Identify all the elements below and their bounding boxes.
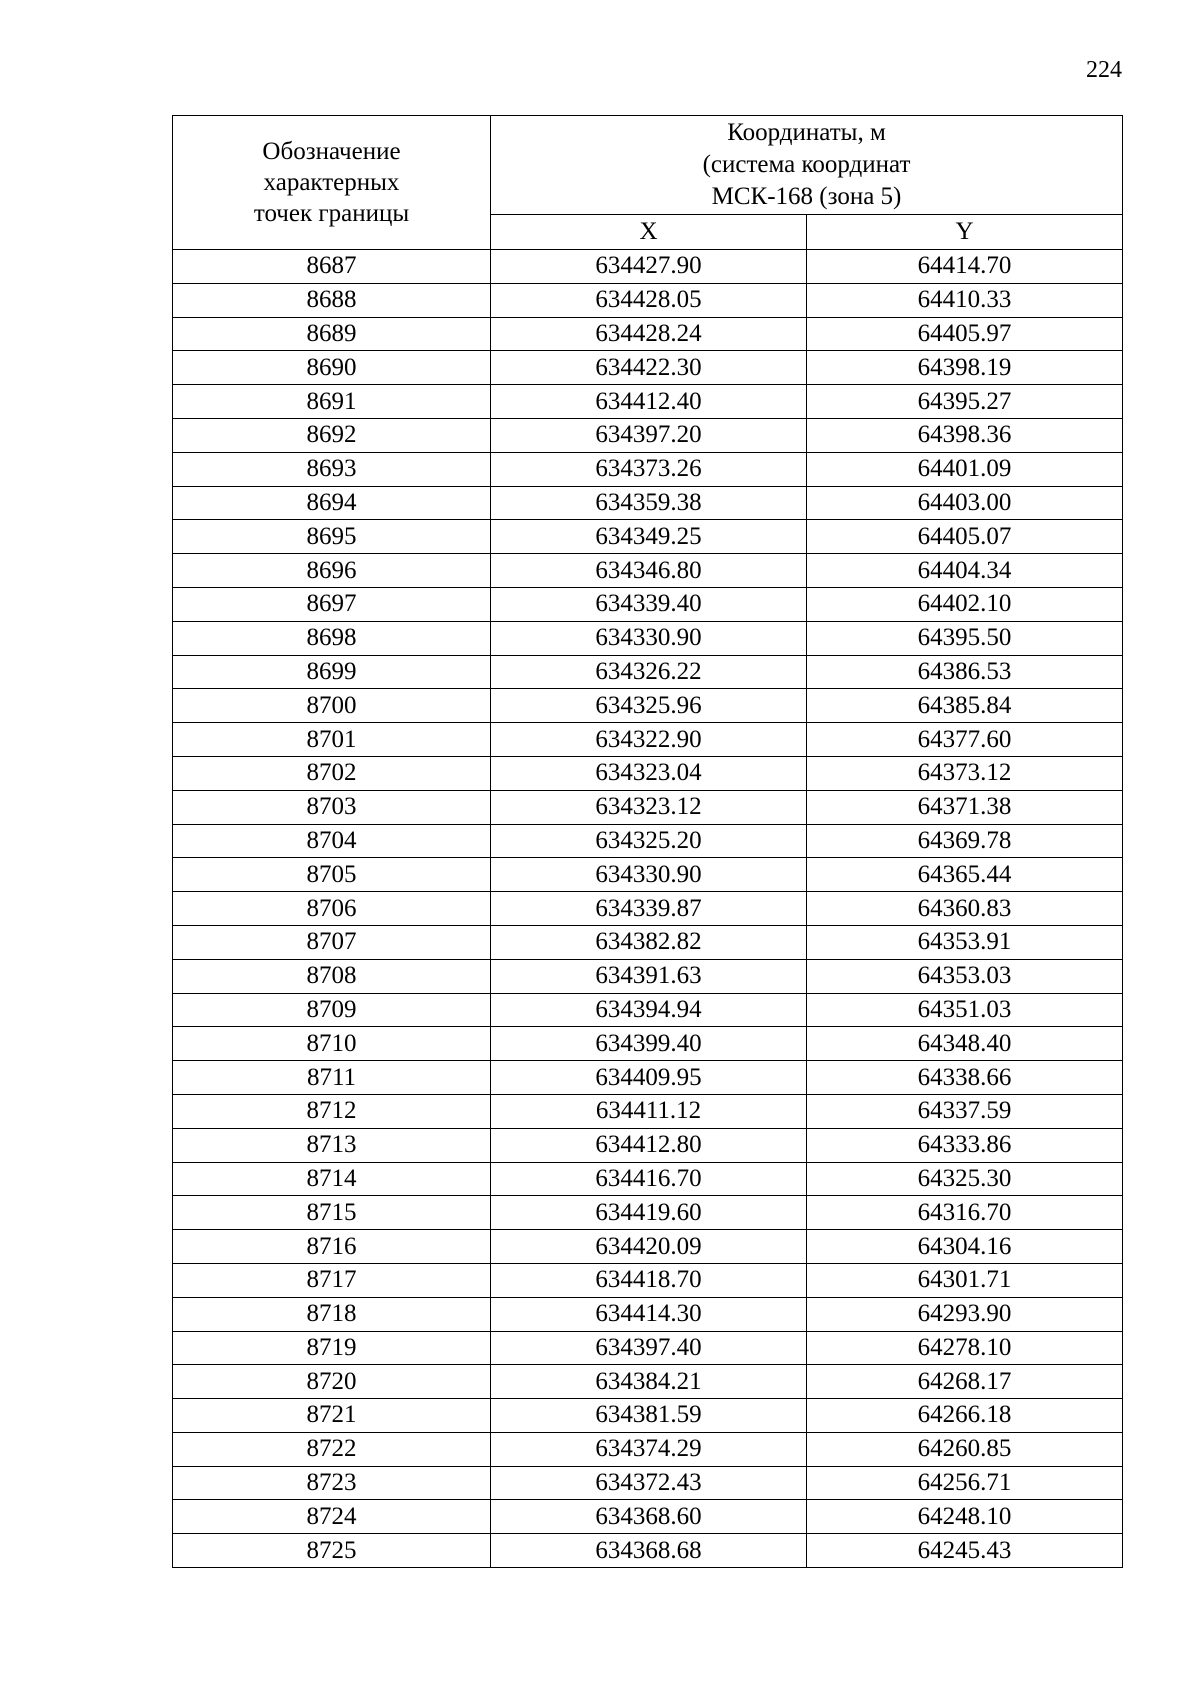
- point-id-cell: 8721: [173, 1399, 491, 1433]
- x-coordinate-cell: 634382.82: [491, 925, 807, 959]
- y-coordinate-cell: 64398.36: [807, 418, 1123, 452]
- x-coordinate-cell: 634427.90: [491, 250, 807, 284]
- x-coordinate-cell: 634411.12: [491, 1094, 807, 1128]
- table-row: [173, 283, 1123, 317]
- point-id-cell: 8717: [173, 1263, 491, 1297]
- x-coordinate-cell: 634418.70: [491, 1263, 807, 1297]
- table-row: [173, 655, 1123, 689]
- point-id-cell: 8696: [173, 554, 491, 588]
- y-coordinate-cell: 64360.83: [807, 892, 1123, 926]
- y-coordinate-cell: 64395.27: [807, 385, 1123, 419]
- y-coordinate-cell: 64304.16: [807, 1230, 1123, 1264]
- table-row: [173, 1128, 1123, 1162]
- point-id-cell: 8703: [173, 790, 491, 824]
- table-row: [173, 993, 1123, 1027]
- y-coordinate-cell: 64353.91: [807, 925, 1123, 959]
- point-id-cell: 8710: [173, 1027, 491, 1061]
- x-coordinate-cell: 634325.96: [491, 689, 807, 723]
- point-column-header: [173, 116, 491, 250]
- point-id-cell: 8723: [173, 1466, 491, 1500]
- y-coordinate-cell: 64256.71: [807, 1466, 1123, 1500]
- point-id-cell: 8711: [173, 1061, 491, 1095]
- y-coordinate-cell: 64348.40: [807, 1027, 1123, 1061]
- y-coordinate-cell: 64293.90: [807, 1297, 1123, 1331]
- point-id-cell: 8704: [173, 824, 491, 858]
- table-row: [173, 1365, 1123, 1399]
- table-row: [173, 587, 1123, 621]
- x-coordinate-cell: 634368.60: [491, 1500, 807, 1534]
- table-row: [173, 317, 1123, 351]
- x-coordinate-cell: 634412.80: [491, 1128, 807, 1162]
- table-row: [173, 1196, 1123, 1230]
- x-coordinate-cell: 634330.90: [491, 621, 807, 655]
- y-coordinate-cell: 64266.18: [807, 1399, 1123, 1433]
- y-coordinate-cell: 64405.07: [807, 520, 1123, 554]
- point-id-cell: 8713: [173, 1128, 491, 1162]
- x-column-header: X: [491, 215, 807, 250]
- table-row: [173, 756, 1123, 790]
- point-id-cell: 8706: [173, 892, 491, 926]
- table-row: [173, 892, 1123, 926]
- table-row: [173, 486, 1123, 520]
- y-coordinate-cell: 64337.59: [807, 1094, 1123, 1128]
- table-row: [173, 858, 1123, 892]
- y-coordinate-cell: 64385.84: [807, 689, 1123, 723]
- table-row: [173, 723, 1123, 757]
- point-id-cell: 8699: [173, 655, 491, 689]
- table-row: [173, 1432, 1123, 1466]
- x-coordinate-cell: 634374.29: [491, 1432, 807, 1466]
- point-id-cell: 8714: [173, 1162, 491, 1196]
- x-coordinate-cell: 634372.43: [491, 1466, 807, 1500]
- x-coordinate-cell: 634419.60: [491, 1196, 807, 1230]
- x-coordinate-cell: 634339.40: [491, 587, 807, 621]
- y-coordinate-cell: 64405.97: [807, 317, 1123, 351]
- coordinates-table: [172, 115, 1123, 1568]
- point-id-cell: 8707: [173, 925, 491, 959]
- x-coordinate-cell: 634412.40: [491, 385, 807, 419]
- page-number: 224: [1086, 57, 1122, 83]
- table-row: [173, 1162, 1123, 1196]
- point-id-cell: 8712: [173, 1094, 491, 1128]
- y-coordinate-cell: 64301.71: [807, 1263, 1123, 1297]
- table-row: [173, 824, 1123, 858]
- x-coordinate-cell: 634394.94: [491, 993, 807, 1027]
- table-row: [173, 689, 1123, 723]
- y-coordinate-cell: 64410.33: [807, 283, 1123, 317]
- table-row: [173, 1061, 1123, 1095]
- x-coordinate-cell: 634326.22: [491, 655, 807, 689]
- point-id-cell: 8708: [173, 959, 491, 993]
- point-id-cell: 8700: [173, 689, 491, 723]
- y-coordinate-cell: 64245.43: [807, 1534, 1123, 1568]
- point-header-line: Обозначение: [262, 138, 401, 165]
- y-coordinate-cell: 64403.00: [807, 486, 1123, 520]
- point-id-cell: 8724: [173, 1500, 491, 1534]
- y-coordinate-cell: 64401.09: [807, 452, 1123, 486]
- table-row: [173, 452, 1123, 486]
- point-id-cell: 8697: [173, 587, 491, 621]
- table-row: [173, 1534, 1123, 1568]
- y-coordinate-cell: 64414.70: [807, 250, 1123, 284]
- y-coordinate-cell: 64377.60: [807, 723, 1123, 757]
- y-coordinate-cell: 64316.70: [807, 1196, 1123, 1230]
- x-coordinate-cell: 634397.20: [491, 418, 807, 452]
- y-coordinate-cell: 64248.10: [807, 1500, 1123, 1534]
- x-coordinate-cell: 634384.21: [491, 1365, 807, 1399]
- point-id-cell: 8688: [173, 283, 491, 317]
- x-coordinate-cell: 634409.95: [491, 1061, 807, 1095]
- point-id-cell: 8695: [173, 520, 491, 554]
- point-id-cell: 8725: [173, 1534, 491, 1568]
- table-body: [173, 250, 1123, 1568]
- x-coordinate-cell: 634428.05: [491, 283, 807, 317]
- x-coordinate-cell: 634428.24: [491, 317, 807, 351]
- x-coordinate-cell: 634322.90: [491, 723, 807, 757]
- table-row: [173, 418, 1123, 452]
- y-coordinate-cell: 64333.86: [807, 1128, 1123, 1162]
- point-id-cell: 8687: [173, 250, 491, 284]
- point-id-cell: 8689: [173, 317, 491, 351]
- coordinates-header-line: МСК-168 (зона 5): [711, 183, 902, 210]
- x-coordinate-cell: 634420.09: [491, 1230, 807, 1264]
- y-coordinate-cell: 64351.03: [807, 993, 1123, 1027]
- y-coordinate-cell: 64386.53: [807, 655, 1123, 689]
- x-coordinate-cell: 634330.90: [491, 858, 807, 892]
- y-column-header: Y: [807, 215, 1123, 250]
- point-id-cell: 8702: [173, 756, 491, 790]
- y-coordinate-cell: 64325.30: [807, 1162, 1123, 1196]
- point-id-cell: 8716: [173, 1230, 491, 1264]
- table-row: [173, 1094, 1123, 1128]
- x-coordinate-cell: 634399.40: [491, 1027, 807, 1061]
- point-id-cell: 8722: [173, 1432, 491, 1466]
- point-id-cell: 8709: [173, 993, 491, 1027]
- table-row: [173, 1230, 1123, 1264]
- y-coordinate-cell: 64404.34: [807, 554, 1123, 588]
- table-row: [173, 250, 1123, 284]
- x-coordinate-cell: 634422.30: [491, 351, 807, 385]
- x-coordinate-cell: 634359.38: [491, 486, 807, 520]
- x-coordinate-cell: 634368.68: [491, 1534, 807, 1568]
- x-coordinate-cell: 634391.63: [491, 959, 807, 993]
- table-row: [173, 790, 1123, 824]
- y-coordinate-cell: 64402.10: [807, 587, 1123, 621]
- x-coordinate-cell: 634349.25: [491, 520, 807, 554]
- table-row: [173, 1297, 1123, 1331]
- x-coordinate-cell: 634325.20: [491, 824, 807, 858]
- point-id-cell: 8720: [173, 1365, 491, 1399]
- y-coordinate-cell: 64268.17: [807, 1365, 1123, 1399]
- x-coordinate-cell: 634323.12: [491, 790, 807, 824]
- table-row: [173, 1027, 1123, 1061]
- point-id-cell: 8701: [173, 723, 491, 757]
- table-row: [173, 925, 1123, 959]
- y-coordinate-cell: 64338.66: [807, 1061, 1123, 1095]
- table-row: [173, 1500, 1123, 1534]
- table-row: [173, 621, 1123, 655]
- point-header-line: характерных: [263, 169, 400, 196]
- y-coordinate-cell: 64260.85: [807, 1432, 1123, 1466]
- table-header: [173, 116, 1123, 250]
- x-coordinate-cell: 634339.87: [491, 892, 807, 926]
- table-row: [173, 1263, 1123, 1297]
- point-id-cell: 8705: [173, 858, 491, 892]
- x-coordinate-cell: 634414.30: [491, 1297, 807, 1331]
- point-id-cell: 8698: [173, 621, 491, 655]
- y-coordinate-cell: 64365.44: [807, 858, 1123, 892]
- coordinates-column-header: [491, 116, 1123, 215]
- point-id-cell: 8694: [173, 486, 491, 520]
- x-coordinate-cell: 634381.59: [491, 1399, 807, 1433]
- table-row: [173, 959, 1123, 993]
- coordinates-header-line: (система координат: [702, 151, 911, 178]
- y-coordinate-cell: 64371.38: [807, 790, 1123, 824]
- x-coordinate-cell: 634397.40: [491, 1331, 807, 1365]
- point-id-cell: 8690: [173, 351, 491, 385]
- y-coordinate-cell: 64369.78: [807, 824, 1123, 858]
- y-coordinate-cell: 64398.19: [807, 351, 1123, 385]
- y-coordinate-cell: 64373.12: [807, 756, 1123, 790]
- point-id-cell: 8691: [173, 385, 491, 419]
- table-row: [173, 1466, 1123, 1500]
- table-row: [173, 385, 1123, 419]
- table-row: [173, 1331, 1123, 1365]
- y-coordinate-cell: 64353.03: [807, 959, 1123, 993]
- table-row: [173, 351, 1123, 385]
- y-coordinate-cell: 64278.10: [807, 1331, 1123, 1365]
- point-id-cell: 8719: [173, 1331, 491, 1365]
- x-coordinate-cell: 634373.26: [491, 452, 807, 486]
- y-coordinate-cell: 64395.50: [807, 621, 1123, 655]
- x-coordinate-cell: 634323.04: [491, 756, 807, 790]
- point-header-line: точек границы: [253, 200, 410, 227]
- x-coordinate-cell: 634346.80: [491, 554, 807, 588]
- table-row: [173, 520, 1123, 554]
- table-row: [173, 554, 1123, 588]
- point-id-cell: 8693: [173, 452, 491, 486]
- point-id-cell: 8715: [173, 1196, 491, 1230]
- point-id-cell: 8692: [173, 418, 491, 452]
- coordinates-header-line: Координаты, м: [727, 119, 886, 146]
- table-row: [173, 1399, 1123, 1433]
- x-coordinate-cell: 634416.70: [491, 1162, 807, 1196]
- point-id-cell: 8718: [173, 1297, 491, 1331]
